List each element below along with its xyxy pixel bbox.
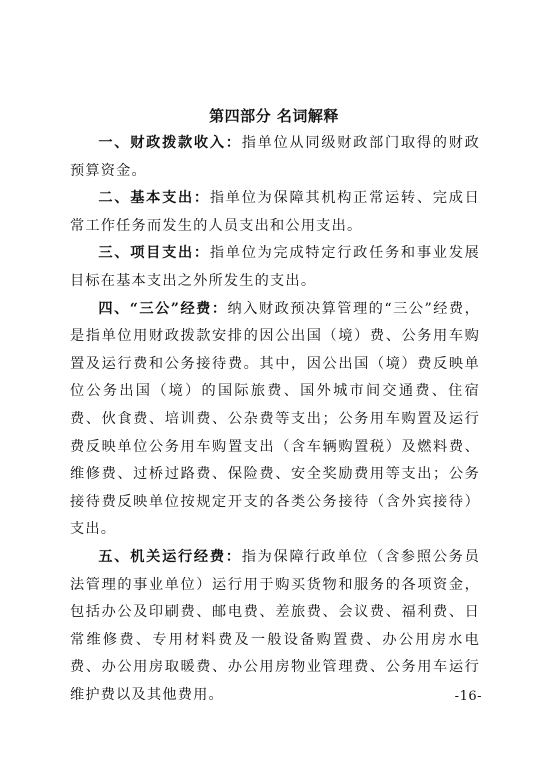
glossary-body: [70, 130, 480, 709]
glossary-term: 一、财政拨款收入：: [98, 135, 242, 151]
section-title: 第四部分 名词解释: [209, 107, 339, 125]
glossary-term: 四、“三公”经费：: [98, 300, 228, 317]
glossary-term: 三、项目支出：: [98, 245, 210, 262]
glossary-definition: 指单位从同级财政部门取得的财政预算资金。: [70, 135, 480, 179]
glossary-term: 二、基本支出：: [98, 190, 210, 207]
glossary-definition: 指为保障行政单位（含参照公务员法管理的事业单位）运行用于购买货物和服务的各项资金，包括办公及印刷费、邮电费、差旅费、会议费、福利费、日常维修费、专用材料费及一般设备购置费、办公用房水电费、办公用房取暖费、办公用房物业管理费、公务用车运行维护费以及其他费用。: [70, 548, 480, 703]
glossary-entry-agency-operating-expenses: [70, 544, 480, 710]
glossary-definition: 指单位为保障其机构正常运转、完成日常工作任务而发生的人员支出和公用支出。: [70, 190, 481, 234]
glossary-entry-project-expenditure: [70, 240, 480, 295]
glossary-term: 五、机关运行经费：: [98, 548, 242, 565]
glossary-entry-fiscal-appropriation-income: [70, 130, 480, 185]
page-number: -16-: [454, 689, 482, 704]
glossary-entry-three-public-expenses: [70, 296, 480, 544]
glossary-entry-basic-expenditure: [70, 185, 480, 240]
glossary-definition: 纳入财政预决算管理的“三公”经费，是指单位用财政拨款安排的因公出国（境）费、公务用车购置及运行费和公务接待费。其中，因公出国（境）费反映单位公务出国（境）的国际旅费、国外城市间交通费、住宿费、伙食费、培训费、公杂费等支出；公务用车购置及运行费反映单位公务用车购置支出（含车辆购置税）及燃料费、维修费、过桥过路费、保险费、安全奖励费用等支出；公务接待费反映单位按规定开支的各类公务接待（含外宾接待）支出。: [70, 300, 480, 538]
glossary-definition: 指单位为完成特定行政任务和事业发展目标在基本支出之外所发生的支出。: [70, 245, 481, 289]
